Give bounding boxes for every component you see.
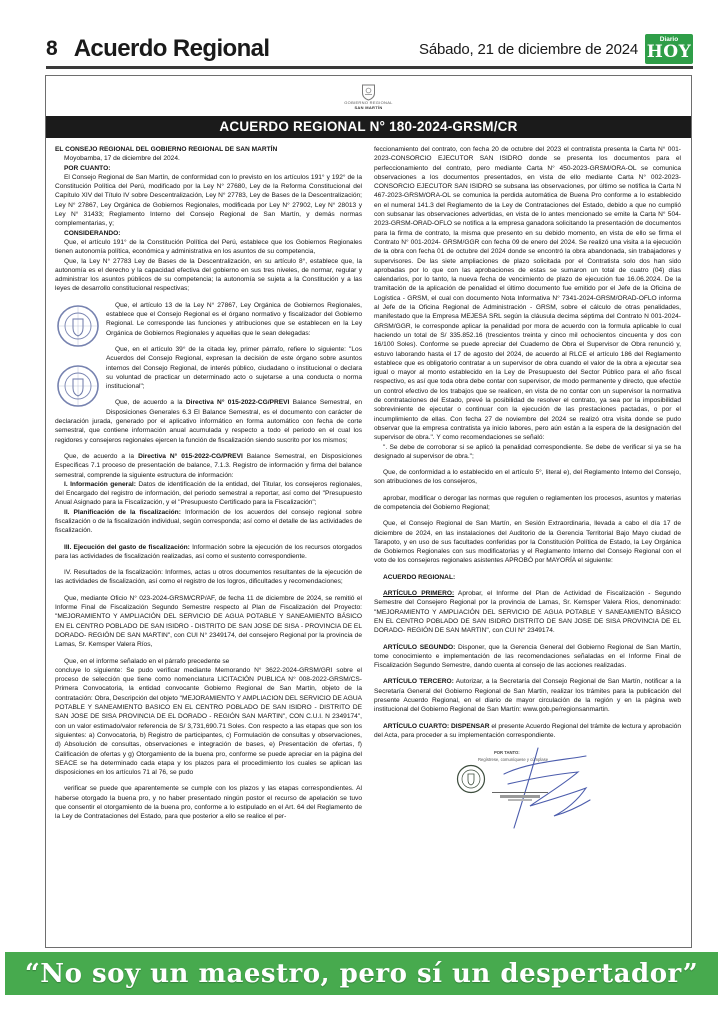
paragraph: II. Planificación de la fiscalización: Información de los acuerdos del consejo regional sobre fiscalización o de la fiscalización individual, según corresponda; así como el detalle de las actividades de fiscalización. — [55, 508, 362, 535]
right-column — [374, 145, 681, 840]
paragraph: POR CUANTO: — [64, 164, 111, 172]
signature-caption: Regístrese, comuníquese y cúmplase — [478, 757, 549, 763]
signature-rule — [492, 792, 548, 793]
paragraph: El Consejo Regional de San Martín, de conformidad con lo previsto en los artículos 191° y 192° de la Constitución Política del Perú, modificado por la Ley N° 27680, Ley de la Reforma Constitucional del Capítulo XIV del Título IV sobre Descentralización, Ley N° 27783, Ley de Bases de la Descentralización; Ley N° 27867, Ley Orgánica de Gobiernos Regionales, modificada por Ley N° 27902, Ley N° 28013 y Ley N° 31433; Reglamento Interno del Consejo Regional de San Martín, y demás normas complementarias, y; — [55, 173, 362, 228]
paragraph: ARTÍCULO PRIMERO: Aprobar, el Informe del Plan de Actividad de Fiscalización - Segundo Semestre del Consejero Regional por la provincia de Lamas, Sr. Kemsper Valera Ríos, denominado: "MEJORAMIENTO Y AMPLIACIÓN DEL SERVICIO DE AGUA POTABLE Y SANEAMIENTO BÁSICO EN EL CENTRO POBLADO DE SAN ISIDRO DISTRITO DE SAN JOSE DE SISA PROVINCIA DE EL DORADO- REGIÓN DE SAN MARTIN", con CUI N° 2349174. — [374, 590, 681, 635]
edition-date: Sábado, 21 de diciembre de 2024 — [419, 40, 638, 58]
stamp-column — [55, 304, 101, 408]
paragraph: IV. Resultados de la fiscalización: Informes, actas u otros documentos resultantes de la ejecución de las actividades de fiscalización, así como el registro de los logros, dificultades y recomendaciones; — [55, 569, 362, 586]
page-number: 8 — [46, 37, 58, 60]
emblem-caption — [344, 101, 392, 111]
official-stamp-icon — [56, 364, 100, 408]
left-column — [55, 145, 362, 840]
emblem-caption-line2: SAN MARTÍN — [354, 105, 383, 110]
regional-government-emblem — [46, 76, 691, 116]
paragraph: Que, el Consejo Regional de San Martín, en Sesión Extraordinaria, llevada a cabo el día 17 de diciembre de 2024, en las instalaciones del Auditorio de la Gerencia Territorial Bajo Mayo ciudad de Tarapoto, y en uso de sus facultades conferidas por la Constitución Política de Estado, la Ley Orgánica de Gobiernos Regionales con sus modificatorias y el Reglamento Interno del Consejo Regional con el voto de los consejeros regionales asistentes APROBÓ por MAYORÍA el siguiente: — [374, 520, 681, 565]
paragraph: Que, el artículo 13 de la Ley N° 27867, Ley Orgánica de Gobiernos Regionales, establece que el Consejo Regional es el órgano normativo y fiscalizador del Gobierno Regional. Le corresponde las funciones y atribuciones que se establecen en la Ley Orgánica de Gobiernos Regionales y aquellas que le sean delegadas: — [55, 301, 362, 338]
paragraph: Que, mediante Oficio N° 023-2024-GRSM/CRP/AF, de fecha 11 de diciembre de 2024, se remitió el Informe Final de Fiscalización Segundo Semestre respecto al Plan de Fiscalización del Proyecto: "MEJORAMIENTO Y AMPLIACIÓN DEL SERVICIO DE AGUA POTABLE Y SANEAMIENTO BÁSICO EN EL CENTRO POBLADO DE SAN ISIDRO - DISTRITO DE SAN JOSE DE SISA - PROVINCIA DE EL DORADO- REGIÓN DE SAN MARTIN", con CUI N° 2349174, del consejero Regional por la provincia de Lamas, Sr. Kemsper Valera Ríos, — [55, 594, 362, 649]
paragraph: EL CONSEJO REGIONAL DEL GOBIERNO REGIONAL DE SAN MARTÍN — [55, 146, 278, 153]
paragraph: Que, de conformidad a lo establecido en el artículo 5°, literal e), del Reglamento Interno del Consejo, son atribuciones de los consejeros, — [374, 469, 681, 486]
paragraph: ARTÍCULO SEGUNDO: Disponer, que la Gerencia General del Gobierno Regional de San Martín, tome conocimiento e implementación de las recomendaciones señaladas en el Informe Final de Fiscalización Segundo Semestre, dando cuenta al consejo de las acciones realizadas. — [374, 643, 682, 670]
section-title: Acuerdo Regional — [73, 35, 270, 62]
paragraph: ACUERDO REGIONAL: — [383, 573, 456, 581]
signature-block — [374, 748, 681, 840]
paragraph: Que, de acuerdo a la Directiva N° 015-2022-CG/PREVI Balance Semestral, en Disposiciones Específicas 7.1 proceso de presentación de balance, 7.1.3. Registro de información y firma del balance semestral, comprende la siguiente estructura de información: — [55, 452, 363, 479]
acuerdo-regional-document — [45, 75, 692, 948]
emblem-caption-line1: GOBIERNO REGIONAL — [344, 100, 393, 106]
paragraph: CONSIDERANDO: — [64, 229, 121, 237]
diario-hoy-logo-main: HOY — [646, 42, 692, 63]
paragraph: Que, de acuerdo a la Directiva N° 015-2022-CG/PREVI Balance Semestral, en Disposiciones Generales 6.3 El Balance Semestral, es el documento con carácter de declaración jurada, generado por el aplicativo informático en forma automático con fecha de corte semestral, que contiene información anual acumulada y respecto a todo el periodo en el cual los regidores y consejeros regionales ejercen la función de fiscalización siendo suscrito por los mismos; — [55, 399, 362, 444]
paragraph: I. Información general: Datos de identificación de la entidad, del Titular, los consejeros regionales, del Encargado del registro de información, del periodo semestral a reportar, así como del "Presupuesto Anual Asignado para la Fiscalización, y el "Presupuesto Certificado para la Fiscalización"; — [55, 480, 362, 507]
right-column-text — [374, 145, 681, 740]
quote-banner — [5, 952, 718, 995]
paragraph: ARTÍCULO TERCERO: Autorizar, a la Secretaría del Consejo Regional de San Martín, notificar a la Secretaría General del Gobierno Regional de San Martín, realizar los trámites para la publicación del presente Acuerdo Regional, en el diario de mayor circulación de la región y en la página web institucional del Gobierno Regional de San Martín: www.gob.pe/regionsanmartin. — [374, 678, 681, 714]
signatory-name-redacted — [500, 795, 540, 798]
diario-hoy-logo — [645, 34, 693, 64]
paragraph: Que, el artículo 191° de la Constitución Política del Perú, establece que los Gobiernos Regionales tienen autonomía política, económica y administrativa en los asuntos de su competencia, — [55, 238, 362, 256]
paragraph: ARTÍCULO CUARTO: DISPENSAR el presente Acuerdo Regional del trámite de lectura y aprobación del Acta, para proceder a su implementación correspondiente. — [374, 722, 681, 739]
paragraph: III. Ejecución del gasto de fiscalización: Información sobre la ejecución de los recursos otorgados para las actividades de fiscalización realizadas, así como el sustento correspondiente. — [55, 543, 362, 560]
paragraph: Que, en el informe señalado en el párrafo precedente se — [64, 657, 230, 665]
official-stamp-icon — [56, 304, 100, 348]
quote-text: “No soy un maestro, pero sí un despertador” — [24, 958, 699, 989]
paragraph: concluye lo siguiente: Se pudo verificar mediante Memorando N° 3622-2024-GRSM/GRI sobre el proceso de selección que tiene como nomenclatura LICITACIÓN PUBLICA N° 008-2022-GRSM/CS- Primera Convocatoria, la entidad convocante Gobierno Regional de San Martín, objeto de la contratación: Obra, Descripción del objeto "MEJORAMIENTO Y AMPLIACION DEL SERVICIO DE AGUA POTABLE Y SANEAMIENTO BASICO EN EL CENTRO POBLADO DE SAN ISIDRO - DISTRITO DE SAN JOSE DE SISA PROVINCIA DE EL DORADO - REGIÓN SAN MARTIN", CON C.U.I. N 2349174", con un valor estimado/valor referencia de S/ 3,731,690.71 Soles. Con respecto a las etapas que son los siguientes: a) Convocatoria, b) Registro de participantes, c) Formulación de consultas y observaciones, d) Absolución de consultas, observaciones e integración de bases, e) Presentación de ofertas, f) Calificación de ofertas y g) Otorgamiento de la buena pro, conforme se puede apreciar en la página del SEACE se ha determinado cada etapa y los plazos para el procedimiento los cuales se aplican las disposiciones en los artículos 71 al 76, se pudo — [55, 666, 362, 777]
san-martin-shield-icon — [361, 84, 376, 101]
paragraph: Que, en el artículo 39° de la citada ley, primer párrafo, refiere lo siguiente: "Los Acuerdos del Consejo Regional, expresan la decisión de este órgano sobre asuntos internos del Consejo Regional, de interés público, ciudadano o institucional o declara su voluntad de practicar un determinado acto o sujetarse a una conducta o norma institucional"; — [106, 345, 362, 391]
paragraph: Que, la Ley N° 27783 Ley de Bases de la Descentralización, en su artículo 8°, establece que, la autonomía es el derecho y la capacidad efectiva del gobierno en sus tres niveles, de normar, regular y administrar los asuntos públicos de su competencia; la autonomía se sujeta a la Constitución y a las leyes de desarrollo constitucional respectivas; — [55, 257, 362, 293]
document-title-bar — [46, 116, 691, 138]
por-tanto-label: POR TANTO: — [494, 750, 520, 756]
header-right — [419, 34, 693, 64]
left-column-text — [55, 145, 362, 822]
paragraph: Moyobamba, 17 de diciembre del 2024. — [64, 155, 180, 163]
document-title: ACUERDO REGIONAL N° 180-2024-GRSM/CR — [219, 119, 518, 134]
newspaper-header — [46, 34, 693, 64]
paragraph: feccionamiento del contrato, con fecha 20 de octubre del 2023 el contratista presenta la Carta N° 001-2023-CONSORCIO EJECUTOR SAN ISIDRO donde se presenta los documentos para el perfeccionamiento del contrato, pero mediante Carta N° 450-2023-GRSM/ORA-OL se comunica observaciones a los documentos presentados, en vista de ello mediante Carta N° 002-2023-CONSORCIO EJECUTOR SAN ISIDRO se subsana las observaciones, por último se notifica la Carta N 467-2023-GRSM/ORA-OL se comunica la perdida automática de Buena Pro conforme a lo establecido en el numeral 141.3 del Reglamento de la Ley de Contrataciones del Estado, debido a que no cumplió con subsanar las observaciones advertidas, en vista de lo antes mencionado se emite la Carta N° 504-2023-GRSM-ORAD-OFLO se notifica a la empresa ganadora solicitando la presentación de documentos para la firma de contrato, la misma que presento en su debido momento, en vista de ello se firma el Contrato N° 001-2024- GRSM/GGR con fecha 09 de enero del 2024. Se realizó una visita a la ejecución de la obra con fecha 01 de octubre del 2024 donde se encontró la obra abandonada, sin trabajadores y supervisores. De las siete ampliaciones de plazo solicitada por el Contratista solo dos han sido aprobadas por lo que con las aprobaciones de estas se sumaron un total de cuatro (04) días calendarios, por lo tanto, la nueva fecha de vencimiento de plazo de ejecución fue 16.06.2024. De la tramitación de la aplicación de penalidad el último documento fue emitido por el Jefe de la Oficina de Logística - GRSM, el cual con documento Nota Informativa N° 7341-2024-GRSM/ORAD-OFLO informa al Jefe de la Oficina Regional de Administración - GRSM, sobre el cálculo de otras penalidades, manifestado que la Empresa MEJESA SRL según la cláusula decima séptima del Contrato N 001-2024-GRSM/GGR, le corresponde aplicar la penalidad por mora de acuerdo con la formula aplicable lo cual haciendo un total de S/ 335.852.16 (trescientos treinta y cinco mil ochocientos cincuenta y dos con 16/100 Soles). Conforme se puede apreciar del Cuaderno de Obra el Supervisor de Obra renunció y, estuvo laborando hasta el 17 de agosto del 2024, de acuerdo al RLCE el artículo 186 del Reglamento establece que es obligatorio contratar a un supervisor de obra cuando el valor de la obra a ejecutar sea igual o mayor al monto establecido en la Ley de Presupuesto del Sector Público para el año fiscal respectivo, es así que toda obra debe contar con supervisor, de modo permanente y directo, que efectúe un control efectivo de los trabajos que se realicen, en vista de no contar con un supervisor la normativa de contrataciones del Estado, prevé la posibilidad de resolver el contrato, ya sea por la imposibilidad sobreviniente de ejecutar o continuar con la ejecución de las prestaciones pactadas, o por el incumplimiento de ellas. Con fecha 27 de noviembre del 2024 se realizó otra visita donde se pudo observar que la empresa contratista ya inicio labores, pero aún están a la espera de la designación del supervisor de obra.". Y como recomendaciones se señaló: — [374, 146, 681, 442]
diario-hoy-logo-top: Diario — [659, 35, 679, 43]
paragraph: verificar se puede que aparentemente se cumple con los plazos y las etapas correspondientes. Al haberse otorgado la buena pro, y no haber presentado ningún postor el recurso de apelación se tuvo que consentir el otorgamiento de la buena pro, conforme a lo estipulado en el Art. 64 del Reglamento de la Ley de Contrataciones del Estado, para que posterior a ello se realice el per- — [55, 785, 362, 821]
signatory-title-redacted — [508, 799, 532, 801]
document-body — [46, 138, 691, 840]
paragraph: ". Se debe de corroborar si se aplicó la penalidad correspondiente. Se debe de verificar si ya se ha designado al supervisor de obra."; — [374, 443, 681, 460]
header-divider — [46, 66, 693, 69]
paragraph: aprobar, modificar o derogar las normas que regulen o reglamenten los procesos, asuntos y materias de competencia del Gobierno Regional; — [374, 494, 681, 511]
signature-scribble — [474, 744, 604, 832]
